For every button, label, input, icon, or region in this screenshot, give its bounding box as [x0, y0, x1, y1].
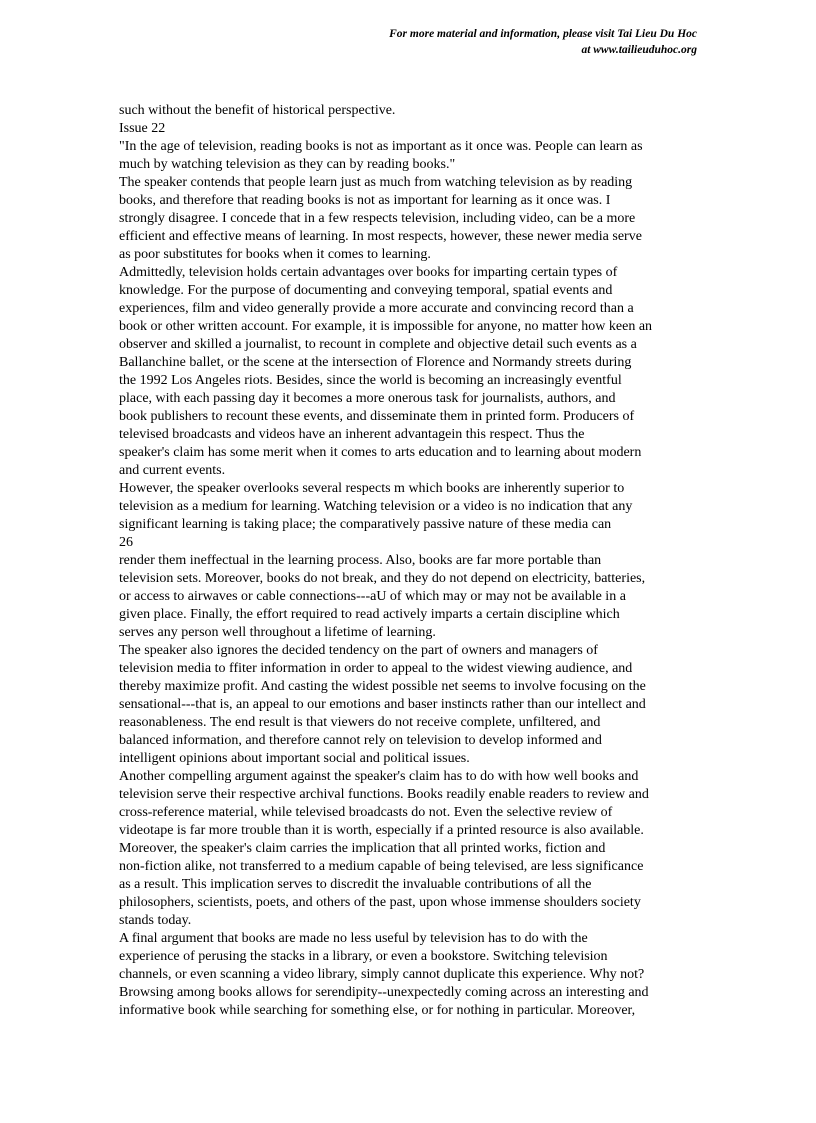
- essay-body: [119, 102, 699, 1020]
- text-line: render them ineffectual in the learning process. Also, books are far more portable than: [119, 553, 602, 568]
- text-line: Admittedly, television holds certain advantages over books for imparting certain types of: [119, 265, 618, 280]
- text-line: television as a medium for learning. Watching television or a video is no indication that any: [119, 499, 633, 514]
- text-line: speaker's claim has some merit when it comes to arts education and to learning about modern: [119, 445, 642, 460]
- text-line: television serve their respective archival functions. Books readily enable readers to review and: [119, 787, 649, 802]
- text-line: However, the speaker overlooks several respects m which books are inherently superior to: [119, 481, 625, 496]
- header-line-1: For more material and information, please visit Tai Lieu Du Hoc: [389, 28, 697, 40]
- text-line: Moreover, the speaker's claim carries the implication that all printed works, fiction and: [119, 841, 606, 856]
- text-line: and current events.: [119, 463, 226, 478]
- text-line: Browsing among books allows for serendipity--unexpectedly coming across an interesting and: [119, 985, 649, 1000]
- text-line: Ballanchine ballet, or the scene at the intersection of Florence and Normandy streets during: [119, 355, 632, 370]
- text-line: The speaker also ignores the decided tendency on the part of owners and managers of: [119, 643, 598, 658]
- text-line: knowledge. For the purpose of documenting and conveying temporal, spatial events and: [119, 283, 613, 298]
- text-line: experiences, film and video generally provide a more accurate and convincing record than a: [119, 301, 634, 316]
- text-line: channels, or even scanning a video library, simply cannot duplicate this experience. Why not?: [119, 967, 645, 982]
- text-line: philosophers, scientists, poets, and others of the past, upon whose immense shoulders society: [119, 895, 641, 910]
- text-line: the 1992 Los Angeles riots. Besides, since the world is becoming an increasingly eventful: [119, 373, 622, 388]
- text-line: non-fiction alike, not transferred to a medium capable of being televised, are less significance: [119, 859, 644, 874]
- text-line: sensational---that is, an appeal to our emotions and baser instincts rather than our intellect and: [119, 697, 646, 712]
- text-line: or access to airwaves or cable connections---aU of which may or may not be available in a: [119, 589, 626, 604]
- text-line: videotape is far more trouble than it is worth, especially if a printed resource is also available.: [119, 823, 644, 838]
- text-line: books, and therefore that reading books is not as important for learning as it once was. I: [119, 193, 611, 208]
- text-line: book or other written account. For example, it is impossible for anyone, no matter how keen an: [119, 319, 653, 334]
- text-line: intelligent opinions about important social and political issues.: [119, 751, 470, 766]
- text-line: reasonableness. The end result is that viewers do not receive complete, unfiltered, and: [119, 715, 601, 730]
- text-line: efficient and effective means of learning. In most respects, however, these newer media serve: [119, 229, 642, 244]
- text-line: observer and skilled a journalist, to recount in complete and objective detail such events as a: [119, 337, 637, 352]
- text-line: strongly disagree. I concede that in a few respects television, including video, can be a more: [119, 211, 636, 226]
- text-line: The speaker contends that people learn just as much from watching television as by reading: [119, 175, 633, 190]
- text-line: book publishers to recount these events, and disseminate them in printed form. Producers of: [119, 409, 635, 424]
- text-line: informative book while searching for something else, or for nothing in particular. Moreover,: [119, 1003, 636, 1018]
- text-line: A final argument that books are made no less useful by television has to do with the: [119, 931, 588, 946]
- text-line: stands today.: [119, 913, 192, 928]
- text-line: thereby maximize profit. And casting the widest possible net seems to involve focusing on the: [119, 679, 646, 694]
- text-line: such without the benefit of historical perspective.: [119, 103, 396, 118]
- text-line: Another compelling argument against the speaker's claim has to do with how well books and: [119, 769, 639, 784]
- header-line-2: at www.tailieuduhoc.org: [581, 44, 697, 56]
- text-line: "In the age of television, reading books is not as important as it once was. People can learn as: [119, 139, 643, 154]
- text-line: experience of perusing the stacks in a library, or even a bookstore. Switching television: [119, 949, 608, 964]
- text-line: given place. Finally, the effort required to read actively imparts a certain discipline which: [119, 607, 620, 622]
- text-line: cross-reference material, while televised broadcasts do not. Even the selective review of: [119, 805, 613, 820]
- text-line: significant learning is taking place; the comparatively passive nature of these media can: [119, 517, 612, 532]
- text-line: 26: [119, 535, 133, 550]
- text-line: televised broadcasts and videos have an inherent advantagein this respect. Thus the: [119, 427, 585, 442]
- text-line: place, with each passing day it becomes a more onerous task for journalists, authors, and: [119, 391, 616, 406]
- text-line: Issue 22: [119, 121, 166, 136]
- page-header: [389, 26, 697, 58]
- text-line: serves any person well throughout a lifetime of learning.: [119, 625, 436, 640]
- text-line: television sets. Moreover, books do not break, and they do not depend on electricity, batteries,: [119, 571, 646, 586]
- text-line: much by watching television as they can by reading books.": [119, 157, 456, 172]
- text-line: television media to ffiter information in order to appeal to the widest viewing audience, and: [119, 661, 633, 676]
- text-line: balanced information, and therefore cannot rely on television to develop informed and: [119, 733, 602, 748]
- text-line: as a result. This implication serves to discredit the invaluable contributions of all the: [119, 877, 592, 892]
- text-line: as poor substitutes for books when it comes to learning.: [119, 247, 431, 262]
